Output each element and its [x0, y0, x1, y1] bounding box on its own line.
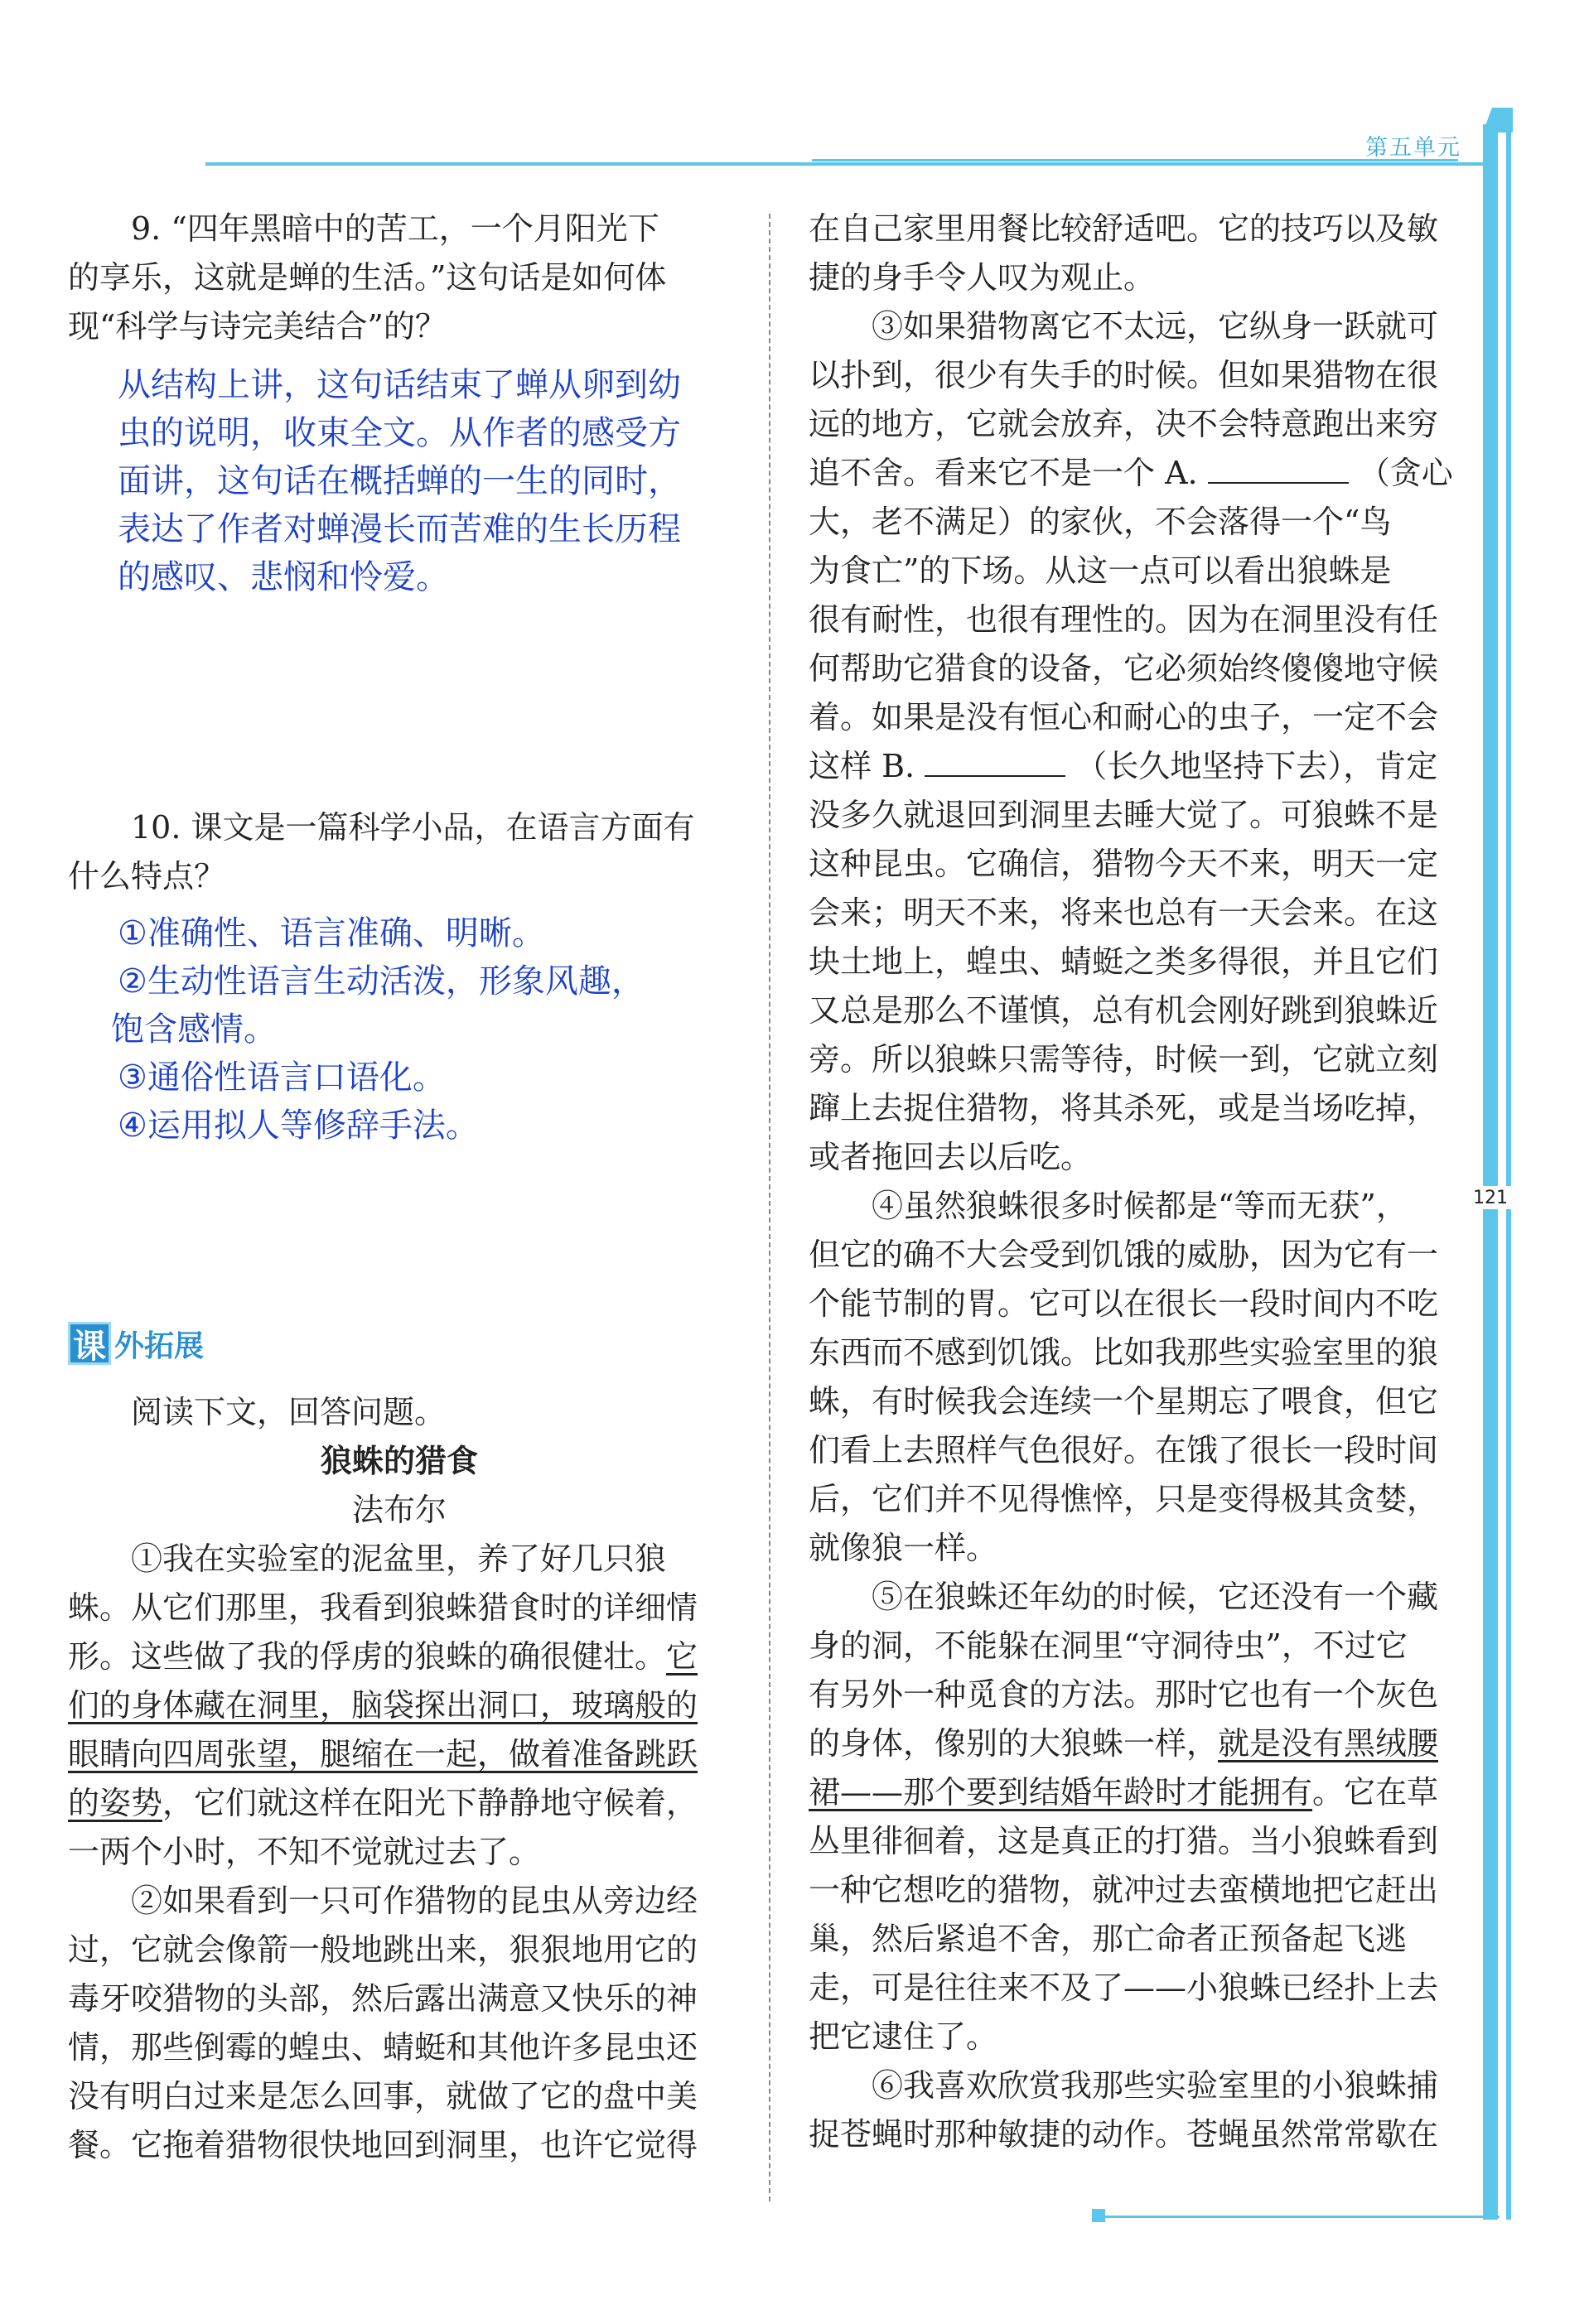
a10-line: 饱含感情。 — [111, 1010, 277, 1049]
p4-line: 蛛，有时候我会连续一个星期忘了喂食，但它 — [809, 1383, 1439, 1420]
p3-line: 着。如果是没有恒心和耐心的虫子，一定不会 — [809, 699, 1439, 735]
p3-line: ③如果猎物离它不太远，它纵身一跃就可 — [872, 308, 1439, 345]
section-heading — [68, 1319, 204, 1368]
p5-line — [809, 1768, 1471, 1817]
q10-line: 10. 课文是一篇科学小品，在语言方面有 — [131, 809, 695, 846]
column-divider — [769, 214, 770, 2201]
answer-10 — [111, 909, 747, 1150]
p3-line: 蹿上去捉住猎物，将其杀死，或是当场吃掉， — [809, 1090, 1439, 1126]
blank-a[interactable] — [1208, 457, 1349, 484]
p5-line — [809, 1719, 1471, 1768]
reading-author: 法布尔 — [351, 1492, 447, 1528]
p4-line: 但它的确不大会受到饥饿的威胁，因为它有一 — [809, 1237, 1439, 1273]
header-rule-accent — [812, 159, 1458, 162]
section-badge: 课 — [68, 1322, 111, 1365]
p1-underlined-line: 眼睛向四周张望，腿缩在一起，做着准备跳跃 — [68, 1736, 698, 1772]
p3-line: 为食亡”的下场。从这一点可以看出狼蛛是 — [809, 552, 1392, 589]
p3-line: 这种昆虫。它确信，猎物今天不来，明天一定 — [809, 846, 1439, 882]
p5-line: 巢，然后紧追不舍，那亡命者正预备起飞逃 — [809, 1921, 1408, 1957]
a10-line: ④运用拟人等修辞手法。 — [118, 1107, 479, 1145]
q9-line: 的享乐，这就是蝉的生活。”这句话是如何体 — [68, 259, 667, 296]
p1-line: 蛛。从它们那里，我看到狼蛛猎食时的详细情 — [68, 1589, 698, 1626]
r1-line: 捷的身手令人叹为观止。 — [809, 259, 1156, 296]
p4-line: 东西而不感到饥饿。比如我那些实验室里的狼 — [809, 1334, 1439, 1371]
p1-text: ，它们就这样在阳光下静静地守候着， — [162, 1785, 698, 1821]
p3-text: （长久地坚持下去），肯定 — [1075, 748, 1438, 784]
question-9 — [68, 205, 731, 351]
p1-text: 形。这些做了我的俘虏的狼蛛的确很健壮。 — [68, 1638, 667, 1675]
a10-line: ②生动性语言生动活泼，形象风趣， — [118, 962, 645, 1000]
p6-line: 捉苍蝇时那种敏捷的动作。苍蝇虽然常常歇在 — [809, 2116, 1439, 2153]
r1-line: 在自己家里用餐比较舒适吧。它的技巧以及敏 — [809, 210, 1439, 247]
p5-line: 一种它想吃的猎物，就冲过去蛮横地把它赶出 — [809, 1872, 1439, 1908]
reading-left — [68, 1388, 731, 2170]
p4-line: 个能节制的胃。它可以在很长一段时间内不吃 — [809, 1285, 1439, 1322]
p3-text: （贪心 — [1358, 455, 1453, 491]
p6-line: ⑥我喜欢欣赏我那些实验室里的小狼蛛捕 — [872, 2067, 1439, 2104]
side-bar-thin — [1506, 124, 1511, 1186]
q10-line: 什么特点？ — [68, 858, 226, 894]
p4-line: ④虽然狼蛛很多时候都是“等而无获”， — [872, 1188, 1408, 1224]
unit-label: 第五单元 — [1365, 135, 1461, 161]
p5-line: 身的洞，不能躲在洞里“守洞待虫”，不过它 — [809, 1627, 1408, 1664]
p2-line: 情，那些倒霉的蝗虫、蜻蜓和其他许多昆虫还 — [68, 2029, 698, 2066]
p3-line: 大，老不满足）的家伙，不会落得一个“鸟 — [809, 504, 1392, 540]
reading-title: 狼蛛的猎食 — [320, 1443, 478, 1479]
p2-line: ②如果看到一只可作猎物的昆虫从旁边经 — [131, 1883, 698, 1919]
p5-line: 丛里徘徊着，这是真正的打猎。当小狼蛛看到 — [809, 1823, 1439, 1859]
p2-line: 没有明白过来是怎么回事，就做了它的盘中美 — [68, 2078, 698, 2114]
p5-line: 把它逮住了。 — [809, 2018, 998, 2055]
p5-text: 的身体，像别的大狼蛛一样， — [809, 1725, 1219, 1762]
side-bar-lower — [1483, 1209, 1498, 2220]
reading-instruction: 阅读下文，回答问题。 — [131, 1394, 447, 1430]
a9-line: 的感叹、悲悯和怜爱。 — [118, 558, 449, 596]
p1-line — [68, 1779, 731, 1828]
p3-text: 追不舍。看来它不是一个 A. — [809, 455, 1198, 491]
question-10 — [68, 803, 731, 901]
p4-line: 后，它们并不见得憔悴，只是变得极其贪婪， — [809, 1481, 1439, 1517]
p4-line: 就像狼一样。 — [809, 1530, 998, 1566]
a10-line: ①准确性、语言准确、明晰。 — [118, 914, 545, 952]
section-title: 外拓展 — [114, 1328, 205, 1363]
side-bar-lower-thin — [1506, 1209, 1511, 2220]
p2-line: 毒牙咬猎物的头部，然后露出满意又快乐的神 — [68, 1980, 698, 2017]
footer-rule — [1102, 2216, 1500, 2218]
a9-line: 表达了作者对蝉漫长而苦难的生长历程 — [118, 510, 681, 548]
p5-underlined: 裙——那个要到结婚年龄时才能拥有 — [809, 1774, 1313, 1811]
p4-line: 们看上去照样气色很好。在饿了很长一段时间 — [809, 1432, 1439, 1468]
p3-text: 这样 B. — [809, 748, 915, 784]
a10-line: ③通俗性语言口语化。 — [118, 1058, 446, 1097]
p2-line: 餐。它拖着猎物很快地回到洞里，也许它觉得 — [68, 2127, 698, 2163]
a9-line: 从结构上讲，这句话结束了蝉从卵到幼 — [118, 366, 681, 404]
p3-line: 又总是那么不谨慎，总有机会刚好跳到狼蛛近 — [809, 992, 1439, 1029]
q9-line: 9. “四年黑暗中的苦工，一个月阳光下 — [131, 210, 659, 247]
p5-line: ⑤在狼蛛还年幼的时候，它还没有一个藏 — [872, 1579, 1439, 1615]
p1-line: 一两个小时，不知不觉就过去了。 — [68, 1834, 541, 1870]
header-rule — [205, 162, 1498, 166]
p3-line: 旁。所以狼蛛只需等待，时候一到，它就立刻 — [809, 1041, 1439, 1078]
p3-line: 很有耐性，也很有理性的。因为在洞里没有任 — [809, 601, 1439, 638]
p3-line: 没多久就退回到洞里去睡大觉了。可狼蛛不是 — [809, 797, 1439, 833]
side-bar — [1483, 124, 1498, 1186]
p3-line: 何帮助它猎食的设备，它必须始终傻傻地守候 — [809, 650, 1439, 687]
p1-line — [68, 1632, 731, 1681]
p3-line: 或者拖回去以后吃。 — [809, 1139, 1093, 1175]
blank-b[interactable] — [925, 750, 1065, 777]
p5-underlined: 就是没有黑绒腰 — [1218, 1725, 1439, 1762]
p3-line — [809, 742, 1471, 791]
p3-line: 以扑到，很少有失手的时候。但如果猎物在很 — [809, 357, 1439, 393]
p3-line: 远的地方，它就会放弃，决不会特意跑出来穷 — [809, 406, 1439, 442]
p5-text: 。它在草 — [1312, 1774, 1439, 1811]
p5-line: 有另外一种觅食的方法。那时它也有一个灰色 — [809, 1676, 1439, 1713]
p5-line: 走，可是往往来不及了——小狼蛛已经扑上去 — [809, 1970, 1439, 2006]
p1-underlined-line: 们的身体藏在洞里，脑袋探出洞口，玻璃般的 — [68, 1687, 698, 1724]
answer-9 — [118, 361, 747, 601]
p3-line — [809, 449, 1471, 498]
p3-line: 块土地上，蝗虫、蜻蜓之类多得很，并且它们 — [809, 943, 1439, 980]
p1-underlined: 它 — [666, 1638, 698, 1675]
p1-line: ①我在实验室的泥盆里，养了好几只狼 — [131, 1540, 667, 1577]
p1-underlined: 的姿势 — [68, 1785, 163, 1821]
reading-right — [809, 205, 1471, 2159]
footer-square — [1092, 2209, 1105, 2222]
a9-line: 虫的说明，收束全文。从作者的感受方 — [118, 414, 681, 452]
a9-line: 面讲，这句话在概括蝉的一生的同时， — [118, 462, 681, 500]
p2-line: 过，它就会像箭一般地跳出来，狠狠地用它的 — [68, 1931, 698, 1968]
q9-line: 现“科学与诗完美结合”的？ — [68, 308, 447, 345]
p3-line: 会来；明天不来，将来也总有一天会来。在这 — [809, 894, 1439, 931]
page-number: 121 — [1473, 1188, 1508, 1208]
